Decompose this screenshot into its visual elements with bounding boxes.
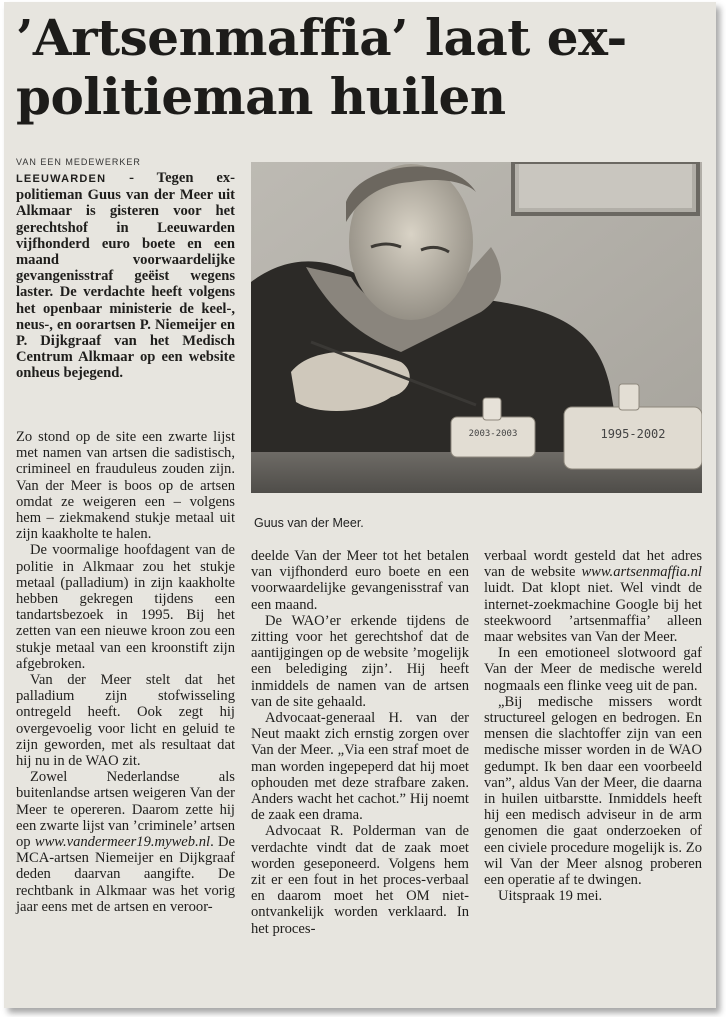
paragraph: In een emotioneel slotwoord gaf Van der Meer de medische wereld nogmaals een flinke veeg uit de pan. bbox=[484, 645, 702, 694]
headline: ’Artsenmaffia’ laat ex-politieman huilen bbox=[16, 8, 627, 126]
plaque-left-text: 2003-2003 bbox=[468, 429, 518, 439]
lead-paragraph: LEEUWARDEN - Tegen ex-politieman Guus van der Meer uit Alkmaar is gisteren voor het gerechtshof in Leeuwarden vijfhonderd euro boete en een maand voorwaardelijke gevangenisstraf geëist wegens laster. De verdachte heeft volgens het openbaar ministerie de keel-, neus-, en oorartsen P. Niemeijer en P. Dijkgraaf van het Medisch Centrum Alkmaar op een website onheus bejegend. bbox=[16, 170, 235, 382]
paragraph: Van der Meer stelt dat het palladium zijn stofwisseling ontregeld heeft. Ook zegt hij overgevoelig voor licht en geluid te zijn geworden, met als resultaat dat hij nu in de WAO zit. bbox=[16, 672, 235, 770]
paragraph: „Bij medische missers wordt structureel gelogen en bedrogen. En mensen die slachtoffer zijn van een medische misser worden in de WAO gedumpt. Ik ben daar een voorbeeld van”, aldus Van der Meer, die daarna in huilen uitbarstte. Inmiddels heeft hij een medisch adviseur in de arm genomen die gaat onderzoeken of een civiele procedure mogelijk is. Zo wil Van der Meer alsnog proberen een operatie af te dwingen. bbox=[484, 693, 702, 889]
article-column-2 bbox=[251, 548, 469, 937]
paragraph: Advocaat-generaal H. van der Neut maakt zich ernstig zorgen over Van der Meer. „Via een straf moet de man worden ingepeperd dat hij moet ophouden met deze strafbare zaken. Anders wacht het cachot.” Hij noemt de zaak een drama. bbox=[251, 710, 469, 824]
article-column-3 bbox=[484, 548, 702, 904]
article-photo bbox=[251, 162, 702, 493]
photo-caption: Guus van der Meer. bbox=[254, 516, 364, 530]
paragraph: Zowel Nederlandse als buitenlandse artsen weigeren Van der Meer te opereren. Daarom zette hij een zwarte lijst van ’criminele’ artsen op www.vandermeer19.myweb.nl. De MCA-artsen Niemeijer en Dijkgraaf deden daarvan aangifte. De rechtbank in Alkmaar was het vorig jaar eens met de artsen en veroor- bbox=[16, 769, 235, 915]
paragraph: verbaal wordt gesteld dat het adres van de website www.artsenmaffia.nl luidt. Dat klopt niet. Wel vindt de internet-zoekmachine Google bij het steekwoord ’artsenmaffia’ alleen maar websites van Van der Meer. bbox=[484, 548, 702, 646]
article-column-1 bbox=[16, 429, 235, 915]
paragraph: De WAO’er erkende tijdens de zitting voor het gerechtshof dat de aantijgingen op de website ’mogelijk een belediging zijn’. Hij heeft inmiddels de namen van de artsen van de site gehaald. bbox=[251, 612, 469, 710]
newspaper-clipping bbox=[4, 2, 716, 1008]
paragraph: deelde Van der Meer tot het betalen van vijfhonderd euro boete en een voorwaardelijke gevangenisstraf van een maand. bbox=[251, 548, 469, 613]
article-column-1-lead bbox=[16, 170, 235, 382]
dateline: LEEUWARDEN bbox=[16, 173, 107, 185]
website-link: www.artsenmaffia.nl bbox=[581, 564, 702, 581]
paragraph: De voormalige hoofdagent van de politie in Alkmaar zou het stukje metaal (palladium) in zijn kaakholte hebben gekregen tijdens een tandartsbezoek in 1995. Bij het zetten van een nieuwe kroon zou een stukje metaal van een kroonstift zijn afgebroken. bbox=[16, 542, 235, 672]
paragraph: Uitspraak 19 mei. bbox=[498, 888, 603, 905]
byline: VAN EEN MEDEWERKER bbox=[16, 157, 141, 167]
plaque-right-text: 1995-2002 bbox=[600, 427, 666, 441]
website-link: www.vandermeer19.myweb.nl bbox=[34, 834, 211, 851]
paragraph: Advocaat R. Polderman van de verdachte vindt dat de zaak moet worden geseponeerd. Volgens hem zit er een fout in het proces-verbaal en daarom moet het OM niet-ontvankelijk worden verklaard. In het proces- bbox=[251, 823, 469, 937]
paragraph: Zo stond op de site een zwarte lijst met namen van artsen die sadistisch, crimineel en frauduleus zouden zijn. Van der Meer is boos op de artsen omdat ze weigeren een – volgens hem – ziekmakend stukje metaal uit zijn kaakholte te halen. bbox=[16, 429, 235, 543]
